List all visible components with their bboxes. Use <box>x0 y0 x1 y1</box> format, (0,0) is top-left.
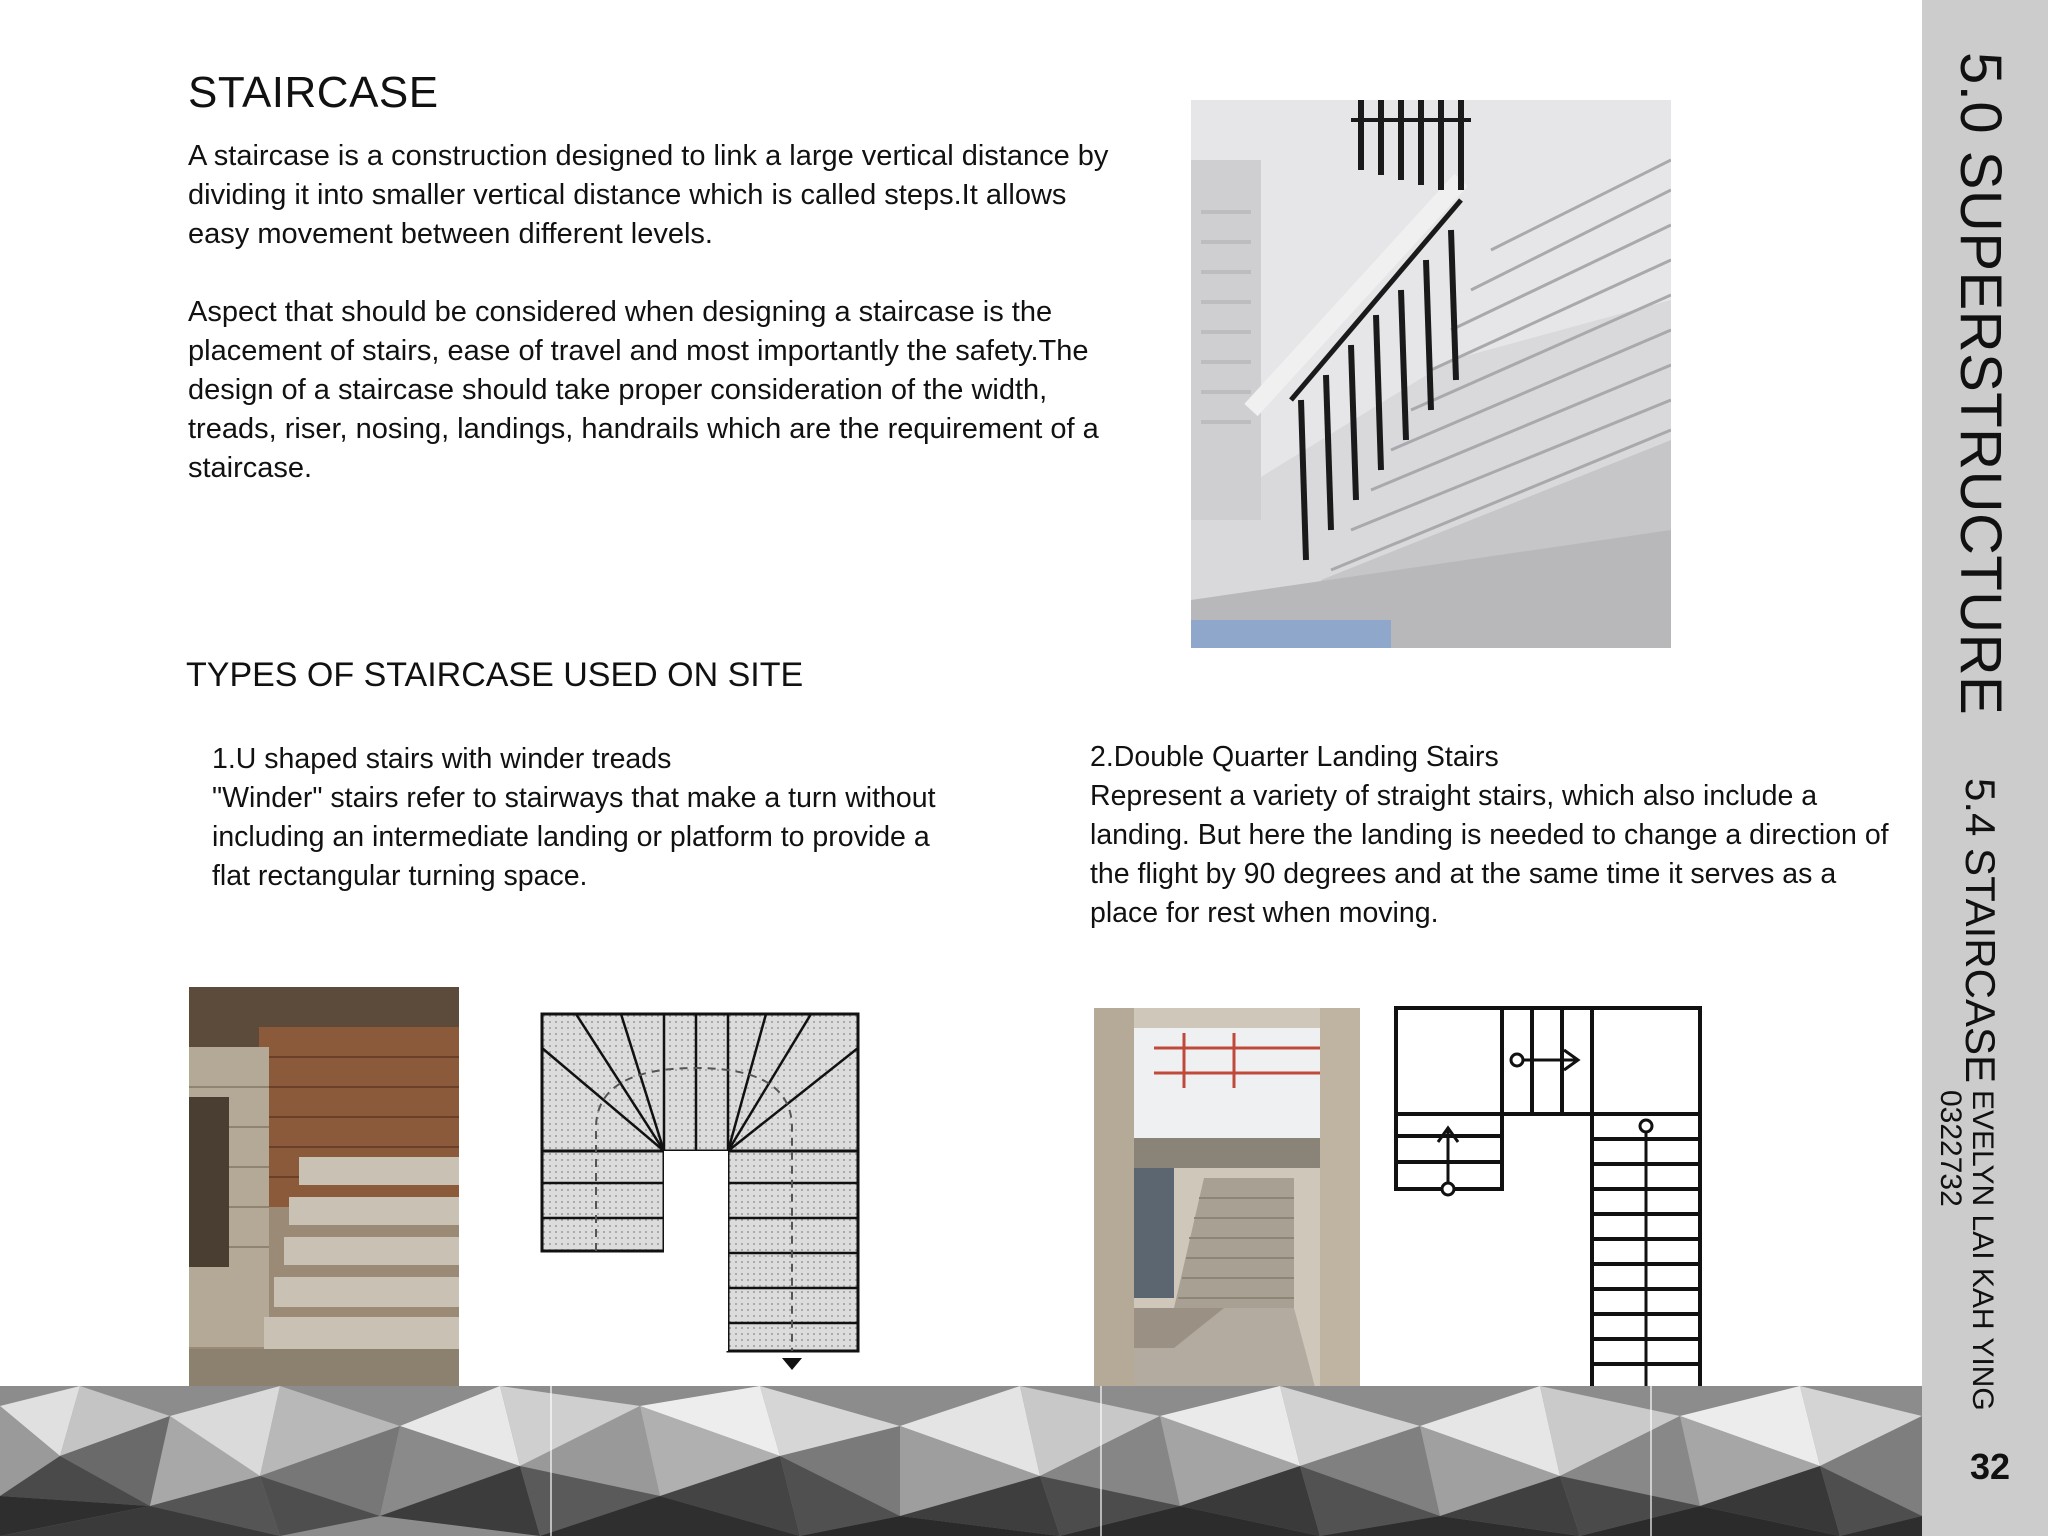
types-section-title: TYPES OF STAIRCASE USED ON SITE <box>186 656 804 694</box>
u-shaped-stair-photo <box>189 987 459 1389</box>
type-2-block <box>1090 738 1890 933</box>
type-1-description: "Winder" stairs refer to stairways that make a turn without including an intermediate landing or platform to provide a flat rectangular turning space. <box>212 782 936 892</box>
page-number: 32 <box>1969 1446 2011 1487</box>
type-1-block <box>212 740 972 896</box>
type-1-heading: 1.U shaped stairs with winder treads <box>212 743 672 775</box>
type-2-heading: 2.Double Quarter Landing Stairs <box>1090 741 1499 773</box>
author-info <box>1934 1090 1998 1411</box>
author-id: 0322732 <box>1934 1090 1967 1207</box>
intro-paragraph-1: A staircase is a construction designed to link a large vertical distance by dividing it into smaller vertical distance which is called steps.It allows easy movement between different levels. <box>188 140 1109 250</box>
double-quarter-stair-plan-diagram <box>1392 1004 1704 1406</box>
staircase-photo <box>1191 100 1671 648</box>
double-quarter-stair-photo <box>1094 1008 1360 1406</box>
decorative-footer-pattern <box>0 1386 1922 1536</box>
chapter-title: 5.0 SUPERSTRUCTURE <box>1948 52 2013 716</box>
type-2-description: Represent a variety of straight stairs, which also include a landing. But here the landing is needed to change a direction of the flight by 90 degrees and at the same time it serves as a place for rest when moving. <box>1090 780 1889 929</box>
section-title: 5.4 STAIRCASE <box>1957 778 2004 1083</box>
page-title: STAIRCASE <box>188 68 439 117</box>
u-shaped-stair-plan-diagram <box>536 1008 866 1388</box>
author-name: EVELYN LAI KAH YING <box>1966 1090 1999 1411</box>
intro-paragraph-2: Aspect that should be considered when designing a staircase is the placement of stairs, ease of travel and most importantly the safety.The design of a staircase should take proper consideration of the width, treads, riser, nosing, landings, handrails which are the requirement of a staircase. <box>188 296 1099 484</box>
